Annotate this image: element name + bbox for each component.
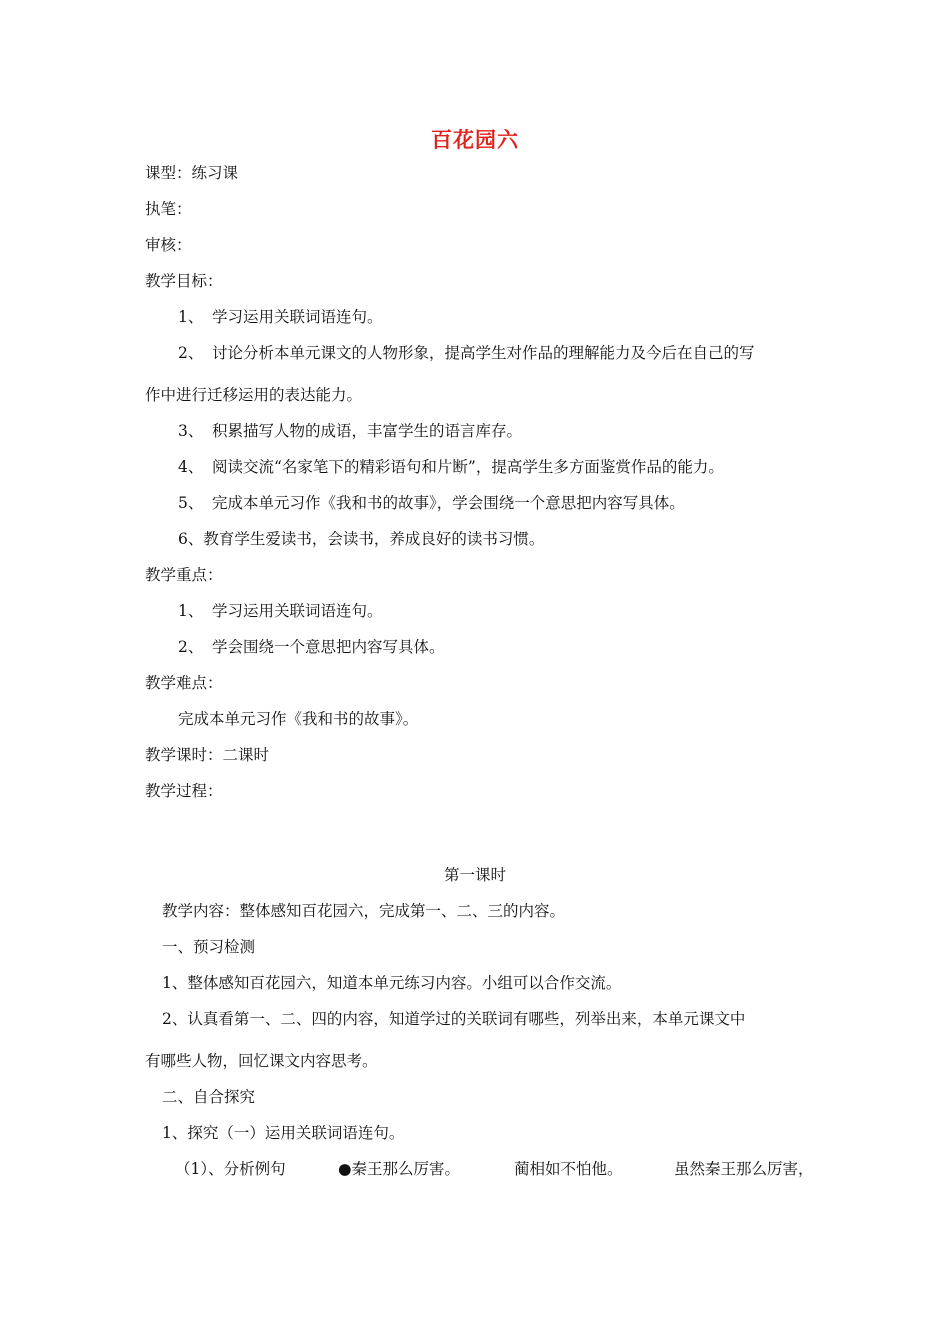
objectives-heading: 教学目标： bbox=[145, 272, 223, 290]
item-text: 阅读交流“名家笔下的精彩语句和片断”，提高学生多方面鉴赏作品的能力。 bbox=[212, 458, 724, 476]
lesson1-content: 教学内容：整体感知百花园六，完成第一、二、三的内容。 bbox=[162, 902, 566, 920]
reviewer-line: 审核： bbox=[145, 236, 192, 254]
item-text: 学习运用关联词语连句。 bbox=[212, 308, 383, 326]
section1-item: 1、整体感知百花园六，知道本单元练习内容。小组可以合作交流。 bbox=[162, 974, 622, 992]
item-number: 2、 bbox=[178, 638, 204, 656]
item-text: 完成本单元习作《我和书的故事》，学会围绕一个意思把内容写具体。 bbox=[212, 494, 685, 512]
item-number: 1、 bbox=[178, 602, 204, 620]
item-number: 2、 bbox=[178, 344, 204, 362]
item-text: 积累描写人物的成语，丰富学生的语言库存。 bbox=[212, 422, 523, 440]
section1-item: 2、认真看第一、二、四的内容，知道学过的关联词有哪些，列举出来，本单元课文中 bbox=[162, 1010, 746, 1028]
class-hours: 教学课时：二课时 bbox=[145, 746, 270, 764]
item-text: 学会围绕一个意思把内容写具体。 bbox=[212, 638, 445, 656]
difficulty-heading: 教学难点： bbox=[145, 674, 223, 692]
process-heading: 教学过程： bbox=[145, 782, 223, 800]
item-number: 5、 bbox=[178, 494, 204, 512]
difficulty-text: 完成本单元习作《我和书的故事》。 bbox=[178, 710, 419, 728]
lesson1-heading: 第一课时 bbox=[443, 866, 506, 884]
objective-item bbox=[178, 342, 755, 364]
section2-heading: 二、自合探究 bbox=[162, 1088, 256, 1106]
author-line: 执笔： bbox=[145, 200, 192, 218]
objective-item bbox=[178, 420, 522, 442]
objective-item bbox=[178, 306, 383, 328]
item-text: 讨论分析本单元课文的人物形象，提高学生对作品的理解能力及今后在自己的写 bbox=[212, 344, 755, 362]
item-text: 学习运用关联词语连句。 bbox=[212, 602, 383, 620]
item-number: 4、 bbox=[178, 458, 204, 476]
objective-item bbox=[178, 492, 685, 514]
document-title: 百花园六 bbox=[431, 128, 519, 152]
section2-item: 1、探究（一）运用关联词语连句。 bbox=[162, 1124, 405, 1142]
objective-item bbox=[178, 456, 724, 478]
section1-item-continued: 有哪些人物，回忆课文内容思考。 bbox=[145, 1052, 378, 1070]
keypoints-heading: 教学重点： bbox=[145, 566, 223, 584]
example-label: （1）、分析例句 bbox=[175, 1160, 286, 1178]
objective-item-continued: 作中进行迁移运用的表达能力。 bbox=[145, 386, 363, 404]
section1-heading: 一、预习检测 bbox=[162, 938, 256, 956]
example-sentence-c: 虽然秦王那么厉害， bbox=[674, 1160, 814, 1178]
lesson-type: 课型：练习课 bbox=[145, 164, 239, 182]
item-number: 1、 bbox=[178, 308, 204, 326]
item-number: 3、 bbox=[178, 422, 204, 440]
example-sentence-b: 蔺相如不怕他。 bbox=[514, 1160, 623, 1178]
objective-item: 6、教育学生爱读书，会读书，养成良好的读书习惯。 bbox=[178, 530, 545, 548]
example-sentence-a: ●秦王那么厉害。 bbox=[338, 1160, 461, 1178]
keypoint-item bbox=[178, 636, 445, 658]
keypoint-item bbox=[178, 600, 383, 622]
